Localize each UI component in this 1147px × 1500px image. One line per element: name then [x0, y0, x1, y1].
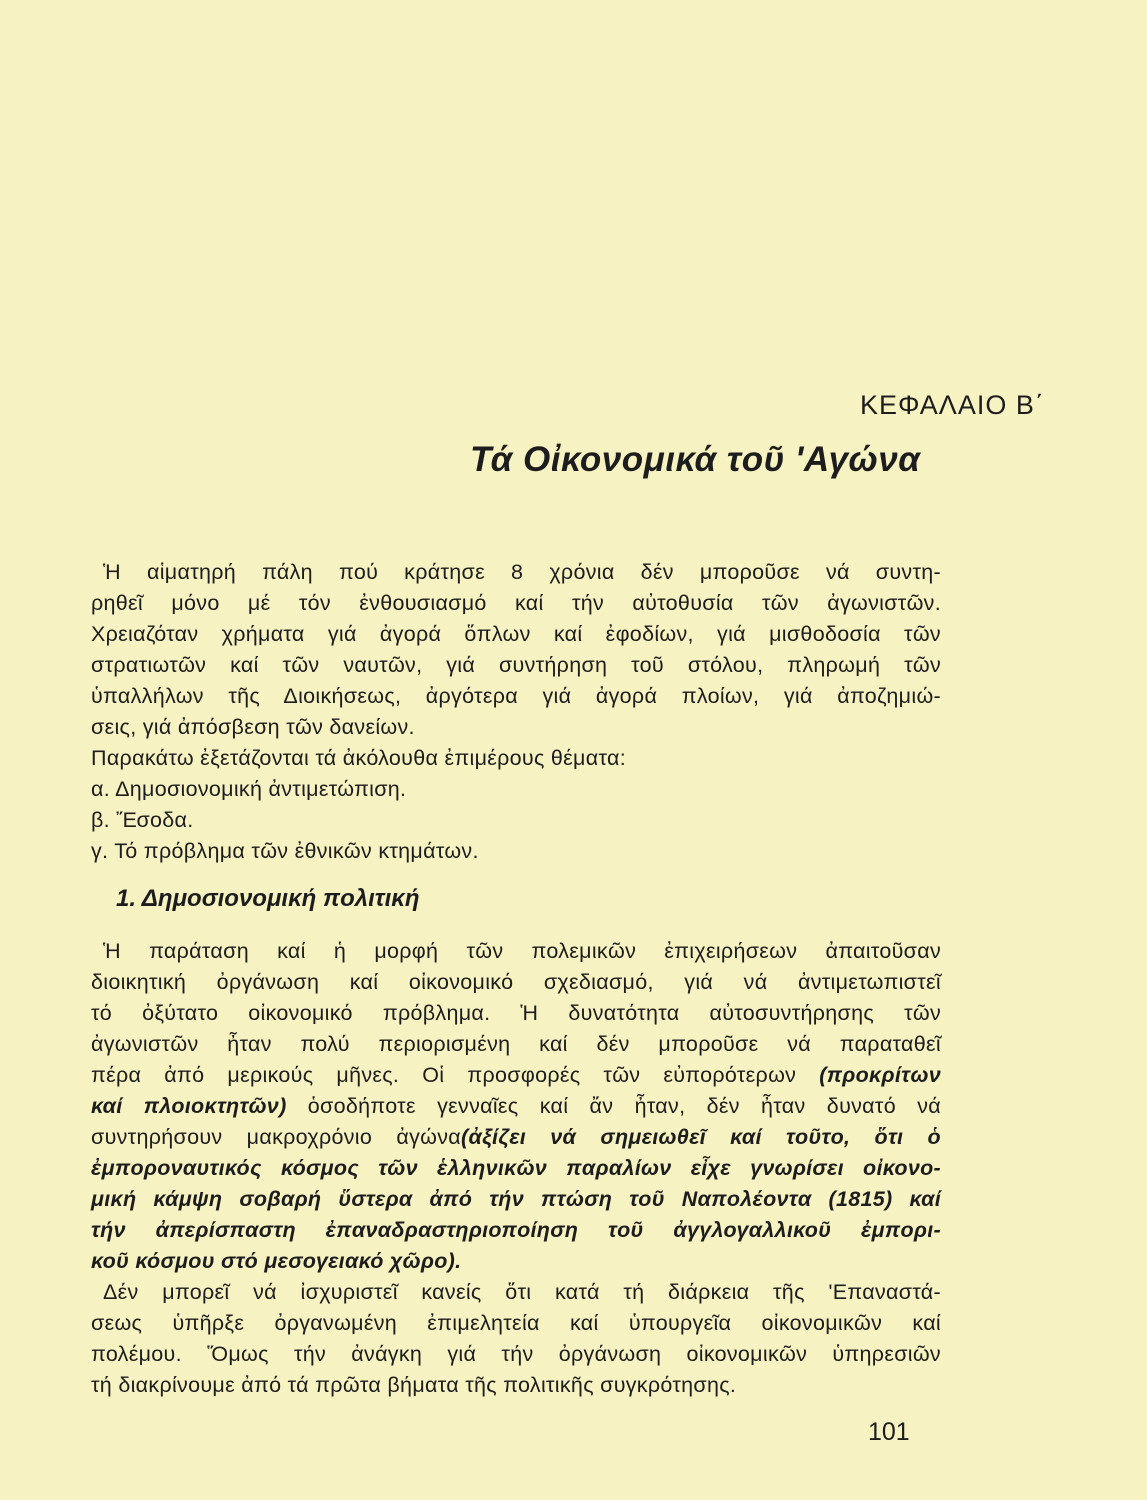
- text-run: πέρα ἀπό μερικούς μῆνες. Οἱ προσφορές τῶν εὐπορότερων: [91, 1063, 820, 1087]
- topic-item: α. Δημοσιονομική ἀντιμετώπιση.: [91, 777, 407, 801]
- chapter-label: ΚΕΦΑΛΑΙΟ Β΄: [860, 390, 1045, 420]
- topic-item: γ. Τό πρόβλημα τῶν ἐθνικῶν κτημάτων.: [91, 839, 479, 863]
- section-heading: 1. Δημοσιονομική πολιτική: [116, 885, 420, 912]
- italic-run: καί πλοιοκτητῶν): [91, 1094, 287, 1118]
- text-line: τό ὀξύτατο οἰκονομικό πρόβλημα. Ἡ δυνατότητα αὐτοσυντήρησης τῶν: [91, 1001, 941, 1025]
- italic-run: (προκρίτων: [819, 1063, 941, 1087]
- text-line: ἀγωνιστῶν ἦταν πολύ περιορισμένη καί δέν μποροῦσε νά παραταθεῖ: [91, 1032, 941, 1056]
- text-line: [91, 1091, 941, 1122]
- text-line: διοικητική ὀργάνωση καί οἰκονομικό σχεδιασμό, γιά νά ἀντιμετωπιστεῖ: [91, 970, 941, 994]
- text-line: ρηθεῖ μόνο μέ τόν ἐνθουσιασμό καί τήν αὐτοθυσία τῶν ἀγωνιστῶν.: [91, 591, 941, 615]
- topics-intro: Παρακάτω ἐξετάζονται τά ἀκόλουθα ἐπιμέρους θέματα:: [91, 746, 626, 770]
- text-line: [91, 1122, 941, 1153]
- text-line: σεως ὑπῆρξε ὀργανωμένη ἐπιμελητεία καί ὑπουργεῖα οἰκονομικῶν καί: [91, 1311, 941, 1335]
- text-line: στρατιωτῶν καί τῶν ναυτῶν, γιά συντήρηση τοῦ στόλου, πληρωμή τῶν: [91, 653, 941, 677]
- italic-line: ἐμποροναυτικός κόσμος τῶν ἑλληνικῶν παραλίων εἶχε γνωρίσει οἰκονο-: [91, 1156, 941, 1180]
- text-line: σεις, γιά ἀπόσβεση τῶν δανείων.: [91, 715, 415, 739]
- text-line: Ἡ αἱματηρή πάλη πού κράτησε 8 χρόνια δέν μποροῦσε νά συντη-: [103, 560, 941, 584]
- topic-item: β. Ἔσοδα.: [91, 808, 194, 832]
- text-run: ὁσοδήποτε γενναῖες καί ἄν ἦταν, δέν ἦταν δυνατό νά: [286, 1094, 941, 1118]
- text-line: Χρειαζόταν χρήματα γιά ἀγορά ὅπλων καί ἐφοδίων, γιά μισθοδοσία τῶν: [91, 622, 941, 646]
- text-line: [91, 1060, 941, 1091]
- intro-paragraph: [91, 557, 941, 867]
- text-run: συντηρήσουν μακροχρόνιο ἀγώνα: [91, 1125, 461, 1149]
- italic-run: (ἀξίζει νά σημειωθεῖ καί τοῦτο, ὅτι ὁ: [461, 1125, 941, 1149]
- italic-line: τήν ἀπερίσπαστη ἐπαναδραστηριοποίηση τοῦ ἀγγλογαλλικοῦ ἐμπορι-: [91, 1218, 941, 1242]
- section-paragraph-1: [91, 936, 941, 1277]
- text-line: Ἡ παράταση καί ἡ μορφή τῶν πολεμικῶν ἐπιχειρήσεων ἀπαιτοῦσαν: [103, 939, 941, 963]
- italic-line: μική κάμψη σοβαρή ὕστερα ἀπό τήν πτώση τοῦ Ναπολέοντα (1815) καί: [91, 1187, 941, 1211]
- text-line: τή διακρίνουμε ἀπό τά πρῶτα βήματα τῆς πολιτικῆς συγκρότησης.: [91, 1373, 737, 1397]
- text-line: Δέν μπορεῖ νά ἰσχυριστεῖ κανείς ὅτι κατά τή διάρκεια τῆς 'Επαναστά-: [103, 1280, 941, 1304]
- text-line: πολέμου. Ὅμως τήν ἀνάγκη γιά τήν ὀργάνωση οἰκονομικῶν ὑπηρεσιῶν: [91, 1342, 941, 1366]
- italic-line: κοῦ κόσμου στό μεσογειακό χῶρο).: [91, 1249, 462, 1273]
- chapter-title: Τά Οἰκονομικά τοῦ 'Αγώνα: [470, 440, 921, 479]
- text-line: ὑπαλλήλων τῆς Διοικήσεως, ἀργότερα γιά ἀγορά πλοίων, γιά ἀποζημιώ-: [91, 684, 941, 708]
- section-paragraph-2: [91, 1277, 941, 1401]
- page-number: 101: [868, 1418, 910, 1446]
